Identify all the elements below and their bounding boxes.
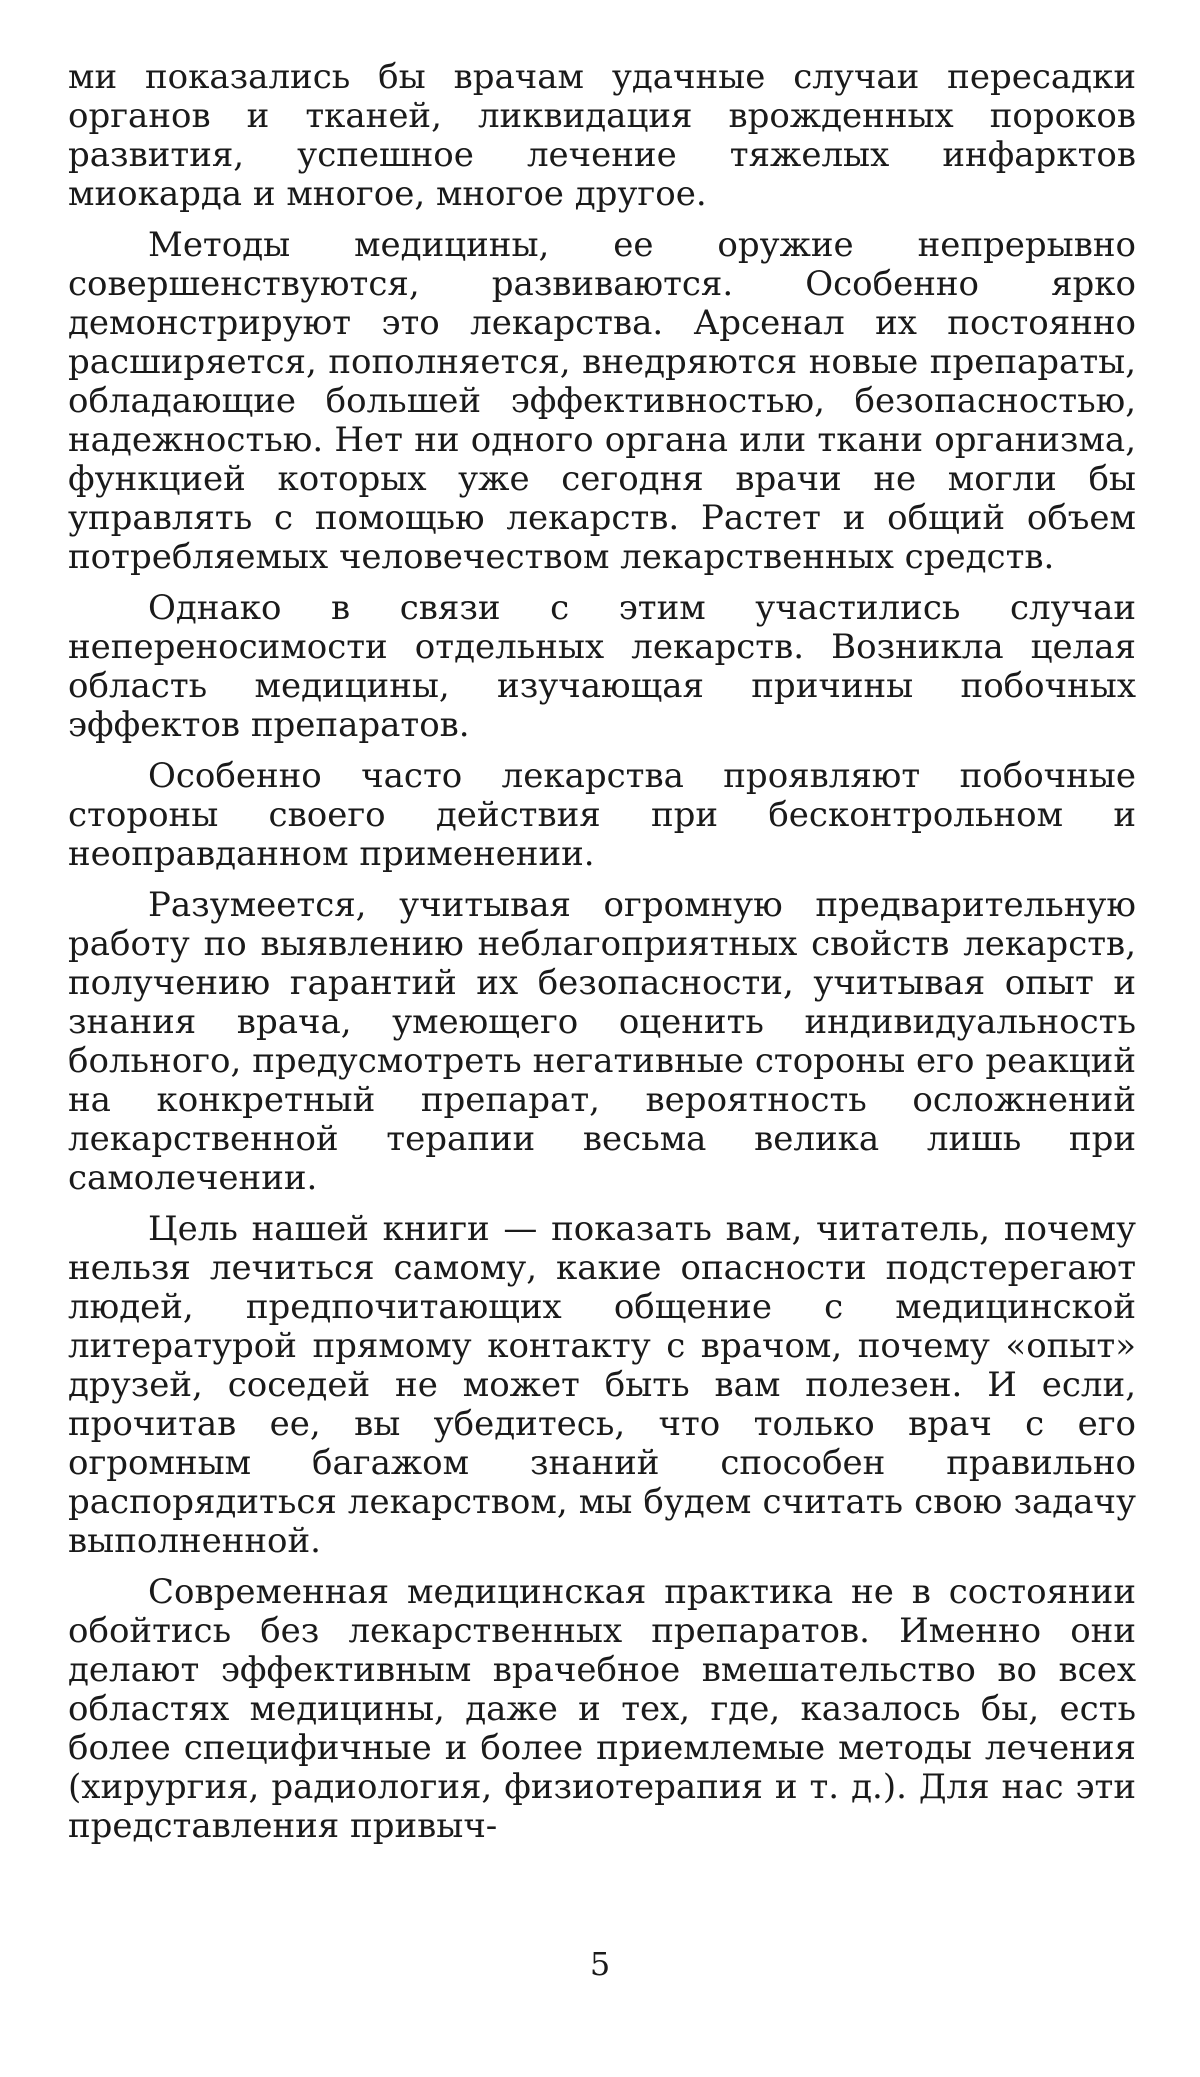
paragraph-1: ми показались бы врачам удачные случаи пересадки органов и тканей, ликвидация врожденных пороков развития, успешное лечение тяжелых инфарктов миокарда и многое, многое другое. [68, 57, 1136, 214]
paragraph-3: Однако в связи с этим участились случаи непереносимости отдельных лекарств. Возникла целая область медицины, изучающая причины побочных эффектов препаратов. [68, 588, 1136, 745]
page-number: 5 [589, 1945, 611, 1983]
paragraph-4: Особенно часто лекарства проявляют побочные стороны своего действия при бесконтрольном и неоправданном применении. [68, 756, 1136, 874]
paragraph-6: Цель нашей книги — показать вам, читатель, почему нельзя лечиться самому, какие опасности подстерегают людей, предпочитающих общение с медицинской литературой прямому контакту с врачом, почему «опыт» друзей, соседей не может быть вам полезен. И если, прочитав ее, вы убедитесь, что только врач с его огромным багажом знаний способен правильно распорядиться лекарством, мы будем считать свою задачу выполненной. [68, 1209, 1136, 1561]
page-body [68, 58, 1136, 1858]
paragraph-5: Разумеется, учитывая огромную предварительную работу по выявлению неблагоприятных свойств лекарств, получению гарантий их безопасности, учитывая опыт и знания врача, умеющего оценить индивидуальность больного, предусмотреть негативные стороны его реакций на конкретный препарат, вероятность осложнений лекарственной терапии весьма велика лишь при самолечении. [68, 885, 1136, 1198]
paragraph-2: Методы медицины, ее оружие непрерывно совершенствуются, развиваются. Особенно ярко демонстрируют это лекарства. Арсенал их постоянно расширяется, пополняется, внедряются новые препараты, обладающие большей эффективностью, безопасностью, надежностью. Нет ни одного органа или ткани организма, функцией которых уже сегодня врачи не могли бы управлять с помощью лекарств. Растет и общий объем потребляемых человечеством лекарственных средств. [68, 225, 1136, 577]
paragraph-7: Современная медицинская практика не в состоянии обойтись без лекарственных препаратов. Именно они делают эффективным врачебное вмешательство во всех областях медицины, даже и тех, где, казалось бы, есть более специфичные и более приемлемые методы лечения (хирургия, радиология, физиотерапия и т. д.). Для нас эти представления привыч- [68, 1572, 1136, 1846]
